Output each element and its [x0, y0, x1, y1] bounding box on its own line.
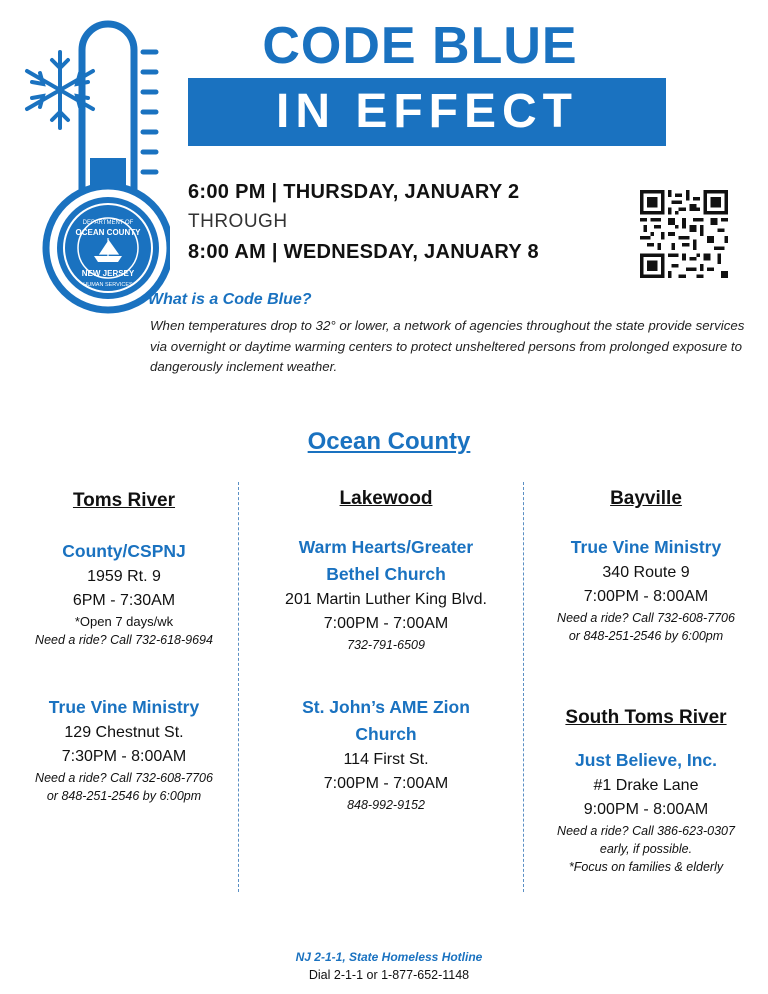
site-ride-note: or 848-251-2546 by 6:00pm	[568, 629, 724, 643]
svg-text:OCEAN COUNTY: OCEAN COUNTY	[75, 228, 141, 237]
site-address: 114 First St.	[343, 751, 429, 768]
site-name: Just Believe, Inc.	[574, 750, 717, 770]
svg-text:HUMAN SERVICES: HUMAN SERVICES	[83, 282, 133, 288]
site-hours: 7:00PM - 7:00AM	[323, 615, 449, 632]
site-hours: 7:30PM - 8:00AM	[61, 748, 187, 765]
site-focus-note: *Focus on families & elderly	[568, 860, 724, 874]
site-name: True Vine Ministry	[48, 697, 200, 717]
county-heading: Ocean County	[307, 428, 471, 455]
end-time: 8:00 AM | WEDNESDAY, JANUARY 8	[188, 241, 539, 263]
site-hours: 7:00PM - 8:00AM	[583, 588, 709, 605]
town-column-south-toms-river	[535, 707, 757, 729]
page-title: CODE BLUE	[262, 17, 578, 75]
site-card	[18, 538, 230, 649]
site-ride-note: Need a ride? Call 732-618-9694	[35, 633, 213, 647]
site-name: St. John’s AME Zion	[302, 697, 470, 717]
site-ride-note: or 848-251-2546 by 6:00pm	[46, 789, 202, 803]
hotline-title: NJ 2-1-1, State Homeless Hotline	[295, 950, 483, 964]
start-time: 6:00 PM | THURSDAY, JANUARY 2	[188, 181, 520, 203]
what-is-code-blue-heading: What is a Code Blue?	[148, 291, 312, 308]
site-address: 201 Martin Luther King Blvd.	[285, 591, 487, 608]
qr-code[interactable]	[640, 190, 728, 278]
site-name: Bethel Church	[326, 564, 446, 584]
hotline-detail: Dial 2-1-1 or 1-877-652-1148	[308, 968, 470, 982]
site-address: 340 Route 9	[602, 564, 690, 581]
town-heading: Lakewood	[339, 488, 433, 509]
site-name: Church	[355, 724, 417, 744]
site-address: 1959 Rt. 9	[87, 568, 161, 585]
svg-text:DEPARTMENT OF: DEPARTMENT OF	[82, 220, 134, 226]
site-ride-note: Need a ride? Call 732-608-7706	[557, 611, 735, 625]
thermometer-graphic	[10, 10, 170, 320]
in-effect-banner: IN EFFECT	[188, 78, 666, 146]
site-ride-note: early, if possible.	[599, 842, 693, 856]
site-card	[535, 747, 757, 876]
site-phone: 848-992-9152	[347, 798, 425, 812]
site-card	[254, 534, 518, 654]
site-hours: 7:00PM - 7:00AM	[323, 775, 449, 792]
site-address: 129 Chestnut St.	[64, 724, 184, 741]
column-divider	[238, 482, 239, 892]
site-phone: 732-791-6509	[347, 638, 425, 652]
site-card	[254, 694, 518, 814]
site-note: *Open 7 days/wk	[74, 614, 174, 629]
through-label: THROUGH	[188, 211, 288, 232]
site-hours: 6PM - 7:30AM	[72, 592, 176, 609]
site-ride-note: Need a ride? Call 732-608-7706	[35, 771, 213, 785]
site-card	[18, 694, 230, 805]
town-heading: South Toms River	[565, 707, 727, 728]
site-address: #1 Drake Lane	[593, 777, 699, 794]
column-divider	[523, 482, 524, 892]
svg-text:NEW JERSEY: NEW JERSEY	[81, 269, 135, 278]
town-heading: Bayville	[610, 488, 682, 509]
site-name: True Vine Ministry	[570, 537, 722, 557]
town-column-bayville	[535, 488, 757, 510]
code-blue-description: When temperatures drop to 32° or lower, a network of agencies throughout the state provide services via overnight or daytime warming centers to protect unsheltered persons from prolonged exposure to dangerously inclement weather.	[150, 318, 745, 374]
site-hours: 9:00PM - 8:00AM	[583, 801, 709, 818]
town-column-lakewood	[254, 488, 518, 510]
site-name: County/CSPNJ	[62, 541, 186, 561]
town-column-toms-river	[18, 490, 230, 512]
site-card	[535, 534, 757, 645]
town-heading: Toms River	[72, 490, 176, 511]
site-name: Warm Hearts/Greater	[298, 537, 474, 557]
site-ride-note: Need a ride? Call 386-623-0307	[557, 824, 735, 838]
